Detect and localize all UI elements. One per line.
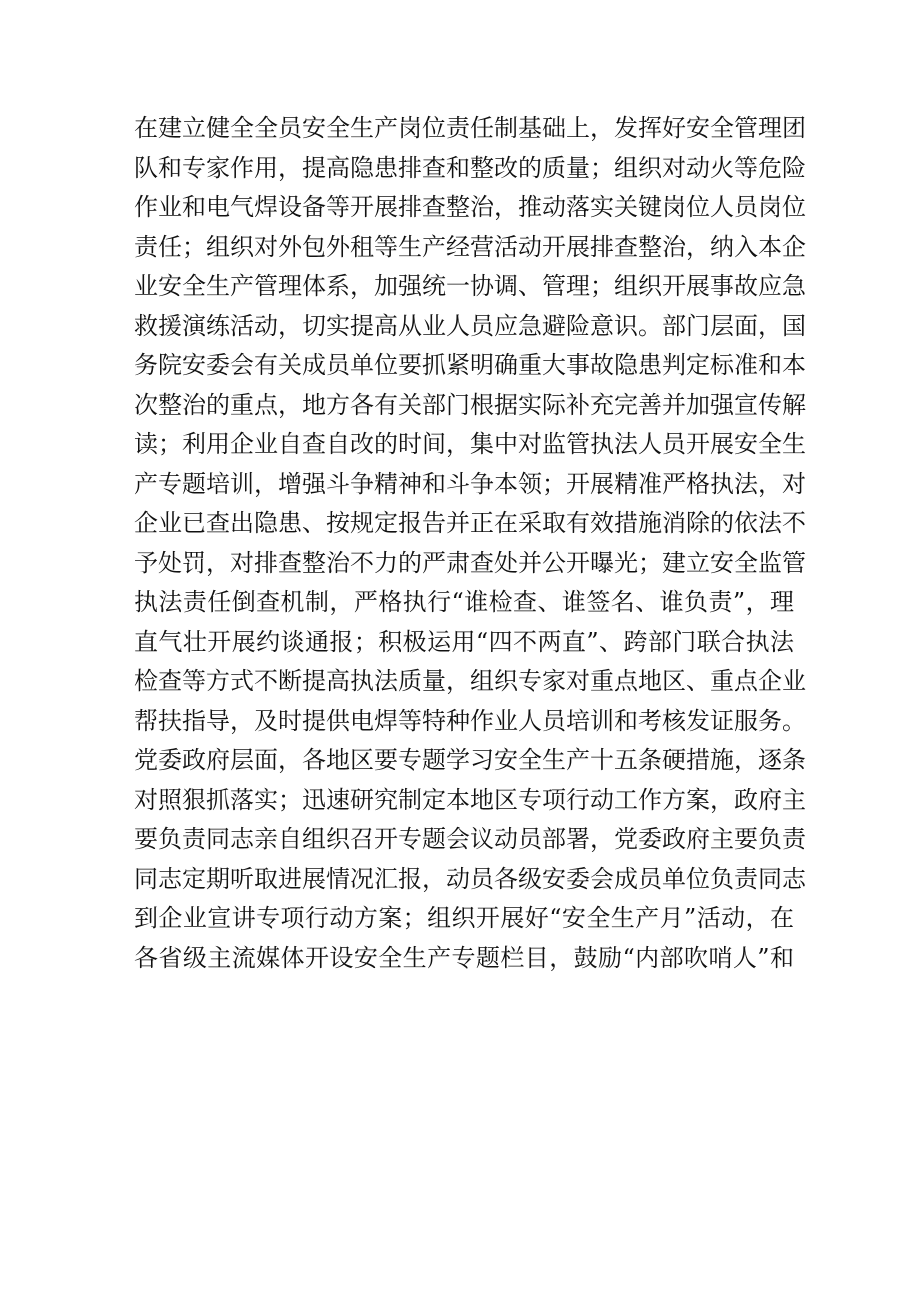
text-line: 作业和电气焊设备等开展排查整治，推动落实关键岗位人员岗位 bbox=[134, 193, 806, 221]
text-line: 党委政府层面，各地区要专题学习安全生产十五条硬措施，逐条 bbox=[134, 746, 806, 774]
text-line: 要负责同志亲自组织召开专题会议动员部署，党委政府主要负责 bbox=[134, 825, 806, 853]
text-line: 队和专家作用，提高隐患排查和整改的质量；组织对动火等危险 bbox=[134, 153, 806, 182]
text-line: 同志定期听取进展情况汇报，动员各级安委会成员单位负责同志 bbox=[134, 864, 806, 893]
text-line: 读；利用企业自查自改的时间，集中对监管执法人员开展安全生 bbox=[134, 430, 806, 458]
text-line: 帮扶指导，及时提供电焊等特种作业人员培训和考核发证服务。 bbox=[134, 706, 806, 735]
text-line: 务院安委会有关成员单位要抓紧明确重大事故隐患判定标准和本 bbox=[134, 351, 806, 379]
text-line: 执法责任倒查机制，严格执行“谁检查、谁签名、谁负责”，理 bbox=[134, 588, 794, 616]
text-line: 在建立健全全员安全生产岗位责任制基础上，发挥好安全管理团 bbox=[134, 114, 806, 142]
text-line: 检查等方式不断提高执法质量，组织专家对重点地区、重点企业 bbox=[134, 667, 806, 695]
text-line: 直气壮开展约谈通报；积极运用“四不两直”、跨部门联合执法 bbox=[134, 627, 794, 656]
text-line: 企业已查出隐患、按规定报告并正在采取有效措施消除的依法不 bbox=[134, 509, 806, 537]
text-line: 业安全生产管理体系，加强统一协调、管理；组织开展事故应急 bbox=[134, 272, 806, 300]
text-line: 次整治的重点，地方各有关部门根据实际补充完善并加强宣传解 bbox=[134, 390, 806, 419]
text-line: 对照狠抓落实；迅速研究制定本地区专项行动工作方案，政府主 bbox=[134, 785, 806, 814]
text-line: 到企业宣讲专项行动方案；组织开展好“安全生产月”活动，在 bbox=[134, 904, 794, 932]
body-text bbox=[134, 109, 806, 978]
text-line: 救援演练活动，切实提高从业人员应急避险意识。部门层面，国 bbox=[134, 311, 806, 340]
text-line: 各省级主流媒体开设安全生产专题栏目，鼓励“内部吹哨人”和 bbox=[134, 943, 794, 972]
text-line: 责任；组织对外包外租等生产经营活动开展排查整治，纳入本企 bbox=[134, 232, 806, 261]
text-line: 产专题培训，增强斗争精神和斗争本领；开展精准严格执法，对 bbox=[134, 469, 806, 498]
text-line: 予处罚，对排查整治不力的严肃查处并公开曝光；建立安全监管 bbox=[134, 548, 806, 577]
